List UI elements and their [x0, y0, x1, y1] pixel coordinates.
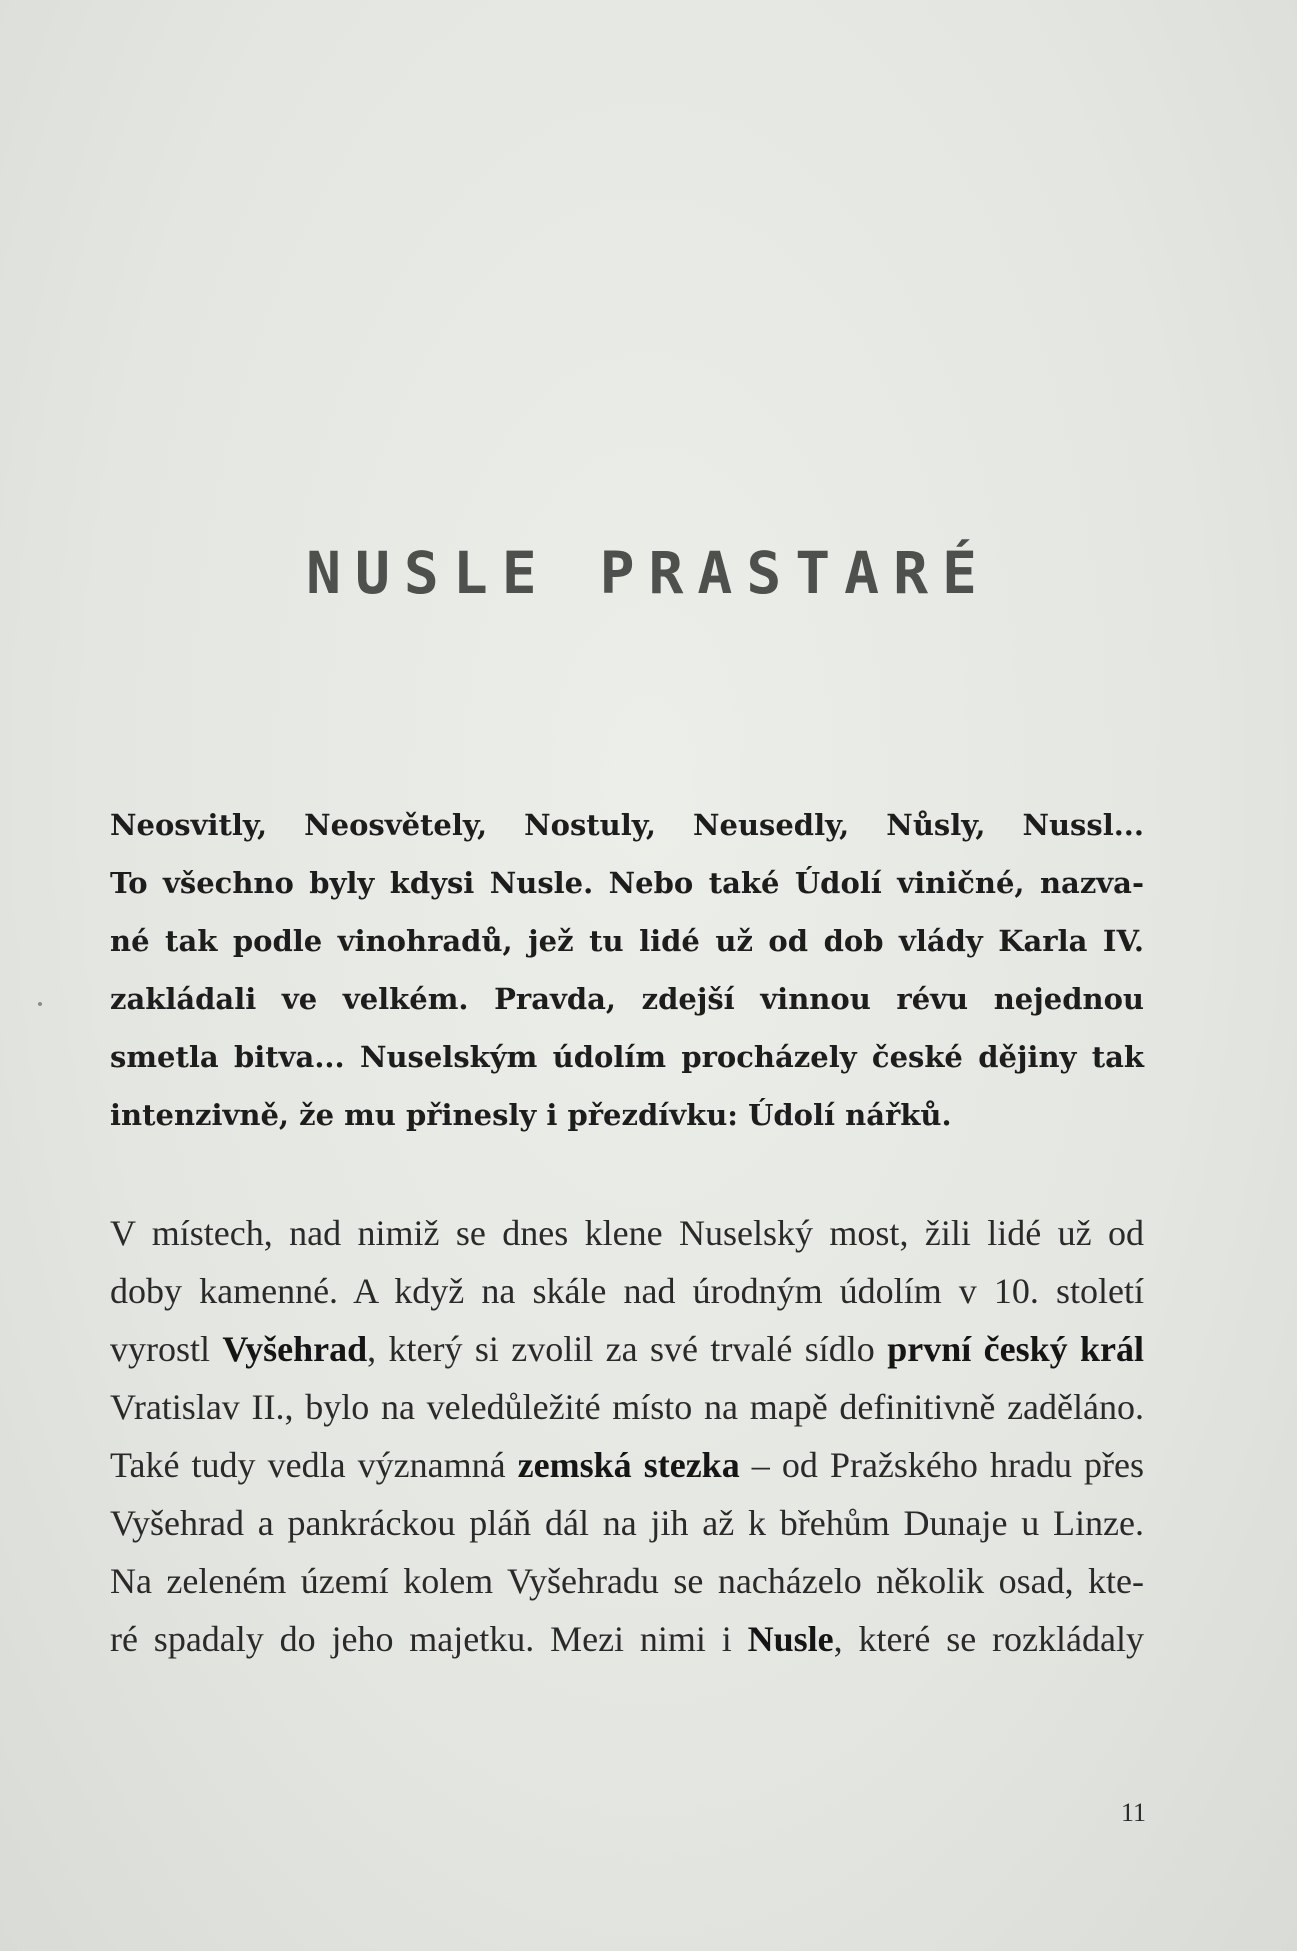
chapter-title: NUSLE PRASTARÉ	[306, 539, 991, 607]
bold-term-zemska-stezka: zemská stezka	[517, 1445, 740, 1485]
body-line	[110, 1436, 1144, 1494]
body-line: Vratislav II., bylo na veledůležité místo na mapě definitivně zaděláno.	[110, 1387, 1144, 1427]
bold-term-nusle: Nusle	[747, 1619, 834, 1659]
paper-speck	[38, 1002, 42, 1006]
bold-term-vysehrad: Vyšehrad	[222, 1329, 368, 1369]
intro-paragraph	[110, 796, 1144, 1144]
body-line	[110, 1610, 1144, 1668]
body-line: Vyšehrad a pankráckou pláň dál na jih až k břehům Dunaje u Linze.	[110, 1503, 1144, 1543]
body-line: Na zeleném území kolem Vyšehradu se nacházelo několik osad, kte-	[110, 1561, 1144, 1601]
body-text-run: , který si zvolil za své trvalé sídlo	[367, 1329, 888, 1369]
intro-line: Neosvitly, Neosvětely, Nostuly, Neusedly, Nůsly, Nussl...	[110, 808, 1144, 842]
intro-line: zakládali ve velkém. Pravda, zdejší vinnou révu nejednou	[110, 982, 1144, 1016]
body-paragraph	[110, 1204, 1144, 1668]
body-text-run: – od Pražského hradu přes	[739, 1445, 1145, 1485]
intro-line: To všechno byly kdysi Nusle. Nebo také Údolí viničné, nazva-	[110, 866, 1144, 900]
body-text-run: ré spadaly do jeho majetku. Mezi nimi i	[110, 1619, 748, 1659]
body-line: doby kamenné. A když na skále nad úrodným údolím v 10. století	[110, 1271, 1144, 1311]
body-line	[110, 1320, 1144, 1378]
intro-line: né tak podle vinohradů, jež tu lidé už od dob vlády Karla IV.	[110, 924, 1144, 958]
page-number: 11	[1120, 1798, 1146, 1827]
body-line: V místech, nad nimiž se dnes klene Nuselský most, žili lidé už od	[110, 1213, 1144, 1253]
bold-term-prvni-cesky-kral: první český král	[887, 1329, 1144, 1369]
body-text-run: Také tudy vedla významná	[110, 1445, 518, 1485]
intro-line: smetla bitva... Nuselským údolím procházely české dějiny tak	[110, 1040, 1144, 1074]
body-text-run: , které se rozkládaly	[833, 1619, 1144, 1659]
intro-line: intenzivně, že mu přinesly i přezdívku: Údolí nářků.	[110, 1098, 952, 1132]
body-text-run: vyrostl	[110, 1329, 223, 1369]
